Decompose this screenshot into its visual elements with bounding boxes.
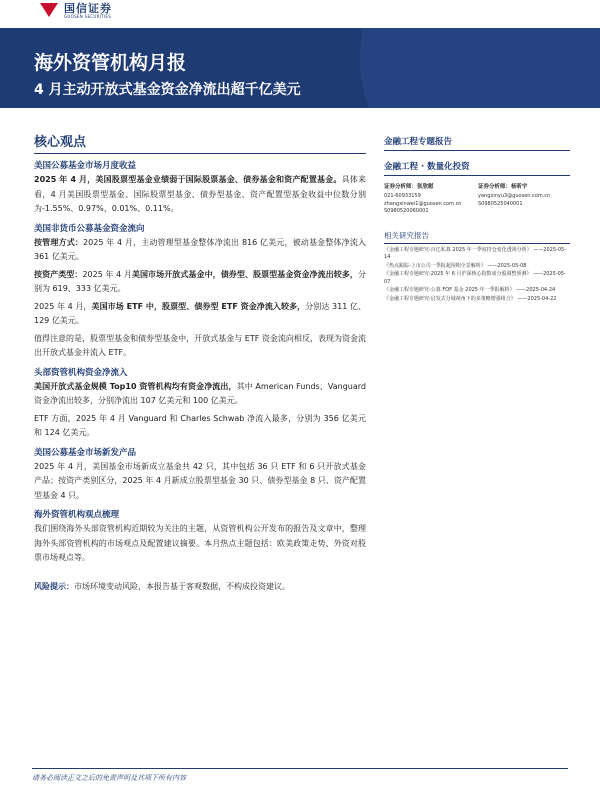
section-heading: 美国非货币公募基金资金流向 [34, 223, 145, 234]
risk-text: 市场环境变动风险，本报告基于客观数据，不构成投资建议。 [74, 581, 290, 591]
section-paragraph [34, 173, 366, 217]
core-views-column [34, 131, 366, 594]
related-reports-heading: 相关研究报告 [384, 230, 570, 244]
analyst-name: 证券分析师：张欣慰 [384, 184, 434, 190]
report-title: 海外资管机构月报 [34, 52, 187, 74]
section-heading: 海外资管机构观点梳理 [34, 510, 120, 520]
bold-text: 按管理方式： [34, 237, 84, 247]
logo-cn-text: 国信证券 [64, 2, 112, 15]
body-text: 2025 年 4 月， [34, 301, 92, 311]
logo-mark-icon [38, 3, 60, 19]
body-text: 分别为 619、333 亿美元。 [34, 269, 367, 293]
related-report-item[interactable]: 《金融工程专题研究-启发式分域视角下的多策略增强组合》 ——2025-04-22 [384, 295, 557, 302]
section-heading: 头部资管机构资金净流入 [34, 367, 128, 378]
body-text: 2025 年 4 月 [82, 269, 132, 279]
body-text: 2025 年 4 月，主动管理型基金整体净流出 816 亿美元，被动基金整体净流入 361 亿美元。 [34, 237, 367, 261]
bold-text: 美国开放式基金规模 Top10 资管机构均有资金净流出， [34, 381, 237, 391]
related-reports-list [384, 247, 570, 304]
related-report-item[interactable]: 《金融工程专题研究-公募 FOF 基金 2025 年一季报解析》 ——2025-04-24 [384, 287, 556, 293]
analyst-cert: S0980525040001 [478, 200, 523, 207]
body-text: ETF 方面，2025 年 4 月 Vanguard 和 Charles Schwab 净流入最多，分别为 356 亿美元和 124 亿美元。 [34, 413, 366, 437]
report-category: 金融工程 · 数量化投资 [384, 162, 470, 172]
footer [32, 768, 568, 783]
bold-text: 按资产类型： [34, 269, 83, 279]
body-text: 其中 American Funds、Vanguard 资金净流出较多，分别净流出 107 亿美元和 100 亿美元。 [34, 381, 366, 405]
bold-text: 2025 年 4 月，美国股票型基金业绩弱于国际股票基金、债券基金和资产配置基金。 [34, 175, 342, 184]
title-banner [0, 28, 600, 108]
section-paragraph [34, 332, 366, 361]
disclaimer-text: 请务必阅读正文之后的免责声明及其项下所有内容 [32, 774, 186, 782]
section-paragraph [34, 236, 366, 265]
section-heading: 美国公募基金市场月度收益 [34, 161, 137, 171]
banner-decoration [360, 28, 600, 108]
analyst-card [478, 182, 570, 216]
body-text: 我们围绕海外头部资管机构近期较为关注的主题，从资管机构公开发布的报告及文章中，整理海外头部资管机构的市场观点及配置建议摘要。本月热点主题包括：欧美政策走势、外资对股票市场观点等。 [34, 524, 366, 562]
bold-text: 美国市场 ETF 中，股票型、债券型 ETF 资金净流入较多， [91, 301, 306, 311]
company-logo [38, 0, 112, 22]
body-text: 分别达 311 亿、129 亿美元。 [34, 301, 367, 325]
core-sections [34, 159, 366, 566]
section-paragraph [34, 268, 366, 297]
section-paragraph [34, 380, 366, 409]
sidebar [384, 135, 570, 304]
core-views-heading: 核心观点 [34, 131, 366, 154]
divider [384, 175, 570, 176]
bold-text: 美国市场开放式基金中，债券型、股票型基金资金净流出较多， [131, 269, 359, 279]
section-paragraph [34, 300, 366, 329]
section-paragraph [34, 522, 366, 566]
analyst-name: 证券分析师：杨昕宇 [478, 184, 528, 190]
body-text: 具体来看，4 月美国股票型基金、国际股票型基金、债券型基金、资产配置型基金收益中位数分别为-1.55%、0.97%、0.01%、0.11%。 [34, 175, 367, 213]
section-paragraph [34, 412, 366, 441]
analysts [384, 182, 570, 216]
risk-label: 风险提示： [34, 581, 74, 591]
related-report-item[interactable]: 《热点跟踪-上市公司一季报超预期全景解析》 ——2025-05-08 [384, 262, 527, 269]
analyst-email[interactable]: yangxinyu3@guosen.com.cn [478, 193, 551, 199]
related-report-item[interactable]: 《金融工程专题研究-百亿私募 2025 年一季度持仓变化透视分析》 ——2025-05-14 [384, 246, 566, 260]
related-report-item[interactable]: 《金融工程专题研究-2025 年 6 月沪深核心指数成分股调整预测》 ——2025-05-07 [384, 271, 566, 285]
analyst-cert: S0980520060001 [384, 208, 429, 214]
analyst-card [384, 182, 476, 216]
section-paragraph [34, 460, 366, 504]
divider [384, 150, 570, 151]
risk-notice [34, 580, 366, 594]
report-type: 金融工程专题报告 [384, 137, 453, 147]
body-text: 2025 年 4 月，美国基金市场新成立基金共 42 只，其中包括 36 只 ETF 和 6 只开放式基金产品；按资产类别区分，2025 年 4 月新成立股票型基金 30 只、债券型基金 8 只、资产配置型基金 4 只。 [34, 461, 366, 500]
analyst-phone: 021-60933159 [384, 193, 421, 199]
logo-en-text: GUOSEN SECURITIES [64, 14, 112, 19]
analyst-email[interactable]: zhangxinwei1@guosen.com.cn [384, 200, 462, 207]
report-subtitle: 4 月主动开放式基金资金净流出超千亿美元 [34, 82, 301, 98]
body-text: 值得注意的是，股票型基金和债券型基金中，开放式基金与 ETF 资金流向相反，表现为资金流出开放式基金并流入 ETF。 [34, 333, 366, 357]
section-heading: 美国公募基金市场新发产品 [34, 447, 137, 458]
